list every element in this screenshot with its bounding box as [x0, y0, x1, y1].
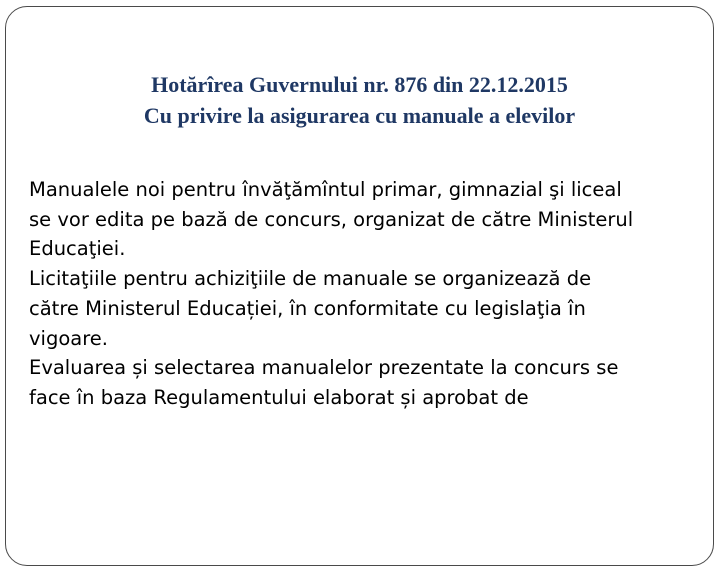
- slide-body: [29, 175, 652, 413]
- title-line-1: Hotărîrea Guvernului nr. 876 din 22.12.2015: [151, 72, 568, 97]
- body-paragraph-5: către Ministerul Educației, în conformitate cu legislaţia în: [29, 296, 586, 320]
- body-paragraph-8: face în baza Regulamentului elaborat și aprobat de: [29, 385, 529, 409]
- slide-title: [6, 69, 713, 131]
- body-paragraph-1: Manualele noi pentru învăţămîntul primar, gimnazial şi liceal: [29, 178, 622, 201]
- body-paragraph-3: Educaţiei.: [29, 237, 126, 261]
- title-line-2: Cu privire la asigurarea cu manuale a elevilor: [143, 103, 576, 128]
- body-paragraph-6: vigoare.: [29, 326, 108, 350]
- body-paragraph-2: se vor edita pe bază de concurs, organizat de către Ministerul: [29, 207, 634, 231]
- body-paragraph-4: Licitaţiile pentru achiziţiile de manuale se organizează de: [29, 267, 592, 291]
- slide-frame: [5, 6, 714, 566]
- body-paragraph-7: Evaluarea și selectarea manualelor prezentate la concurs se: [29, 356, 619, 380]
